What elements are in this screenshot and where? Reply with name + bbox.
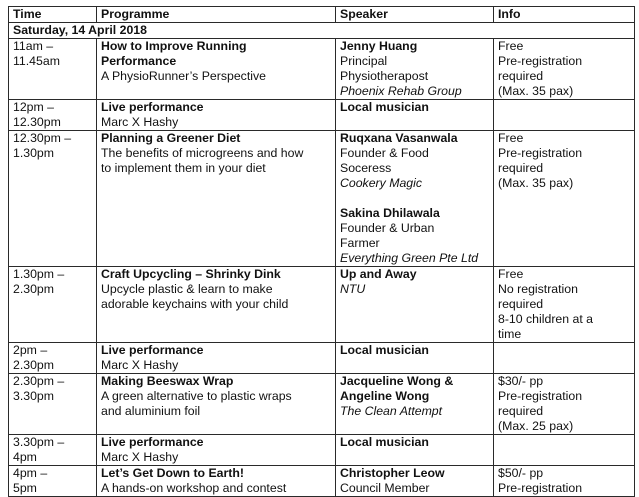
programme-description: Marc X Hashy xyxy=(101,115,179,129)
speaker-cell xyxy=(336,374,494,435)
speaker-spacer xyxy=(340,191,489,206)
info-cell xyxy=(494,267,635,343)
speaker-cell xyxy=(336,343,494,374)
time-line: 11.45am xyxy=(13,54,60,68)
programme-title: Live performance xyxy=(101,100,204,114)
info-line: Pre-registration xyxy=(498,389,583,403)
programme-title: Planning a Greener Diet xyxy=(101,131,241,145)
table-row xyxy=(9,131,635,267)
programme-description: to implement them in your diet xyxy=(101,161,266,175)
info-line: No registration xyxy=(498,282,578,296)
speaker-name: Up and Away xyxy=(340,267,417,281)
table-row xyxy=(9,39,635,100)
programme-cell xyxy=(97,131,336,267)
time-line: 4pm xyxy=(13,450,37,464)
info-line: Pre-registration xyxy=(498,481,583,495)
speaker-cell xyxy=(336,435,494,466)
col-header-time: Time xyxy=(9,7,97,23)
speaker-role: Founder & Food xyxy=(340,146,429,160)
programme-description: A PhysioRunner’s Perspective xyxy=(101,69,266,83)
programme-title: Performance xyxy=(101,54,177,68)
programme-description: Upcycle plastic & learn to make xyxy=(101,282,273,296)
speaker-name: Jenny Huang xyxy=(340,39,418,53)
time-cell xyxy=(9,100,97,131)
speaker-cell xyxy=(336,466,494,497)
info-line: Pre-registration xyxy=(498,146,583,160)
speaker-name: Angeline Wong xyxy=(340,389,430,403)
info-cell xyxy=(494,343,635,374)
speaker-name: Local musician xyxy=(340,100,429,114)
col-header-info: Info xyxy=(494,7,635,23)
table-row xyxy=(9,100,635,131)
time-line: 12.30pm xyxy=(13,115,61,129)
speaker-organisation: Phoenix Rehab Group xyxy=(340,84,462,98)
speaker-name: Ruqxana Vasanwala xyxy=(340,131,458,145)
time-line: 3.30pm – xyxy=(13,435,65,449)
schedule-body xyxy=(9,23,635,497)
table-row xyxy=(9,374,635,435)
programme-cell xyxy=(97,100,336,131)
info-line: Free xyxy=(498,267,524,281)
info-line: Pre-registration xyxy=(498,54,583,68)
programme-description: Marc X Hashy xyxy=(101,450,179,464)
speaker-cell xyxy=(336,131,494,267)
speaker-role: Principal xyxy=(340,54,388,68)
date-label: Saturday, 14 April 2018 xyxy=(9,23,635,39)
info-line: Free xyxy=(498,131,524,145)
programme-description: A hands-on workshop and contest xyxy=(101,481,287,495)
speaker-organisation: NTU xyxy=(340,282,366,296)
programme-cell xyxy=(97,39,336,100)
info-line: $50/- pp xyxy=(498,466,544,480)
speaker-organisation: Cookery Magic xyxy=(340,176,423,190)
programme-title: Making Beeswax Wrap xyxy=(101,374,234,388)
table-row xyxy=(9,435,635,466)
time-line: 12pm – xyxy=(13,100,55,114)
time-cell xyxy=(9,267,97,343)
time-line: 2.30pm – xyxy=(13,374,65,388)
info-cell xyxy=(494,374,635,435)
speaker-role: Physiotherapost xyxy=(340,69,429,83)
time-cell xyxy=(9,435,97,466)
speaker-cell xyxy=(336,100,494,131)
date-row xyxy=(9,23,635,39)
programme-description: and aluminium foil xyxy=(101,404,201,418)
time-line: 12.30pm – xyxy=(13,131,72,145)
speaker-name: Jacqueline Wong & xyxy=(340,374,454,388)
info-line: required xyxy=(498,297,544,311)
programme-cell xyxy=(97,267,336,343)
info-line: required xyxy=(498,69,544,83)
time-line: 11am – xyxy=(13,39,54,53)
speaker-name: Local musician xyxy=(340,343,429,357)
speaker-role: Council Member xyxy=(340,481,430,495)
info-line: (Max. 35 pax) xyxy=(498,176,574,190)
info-line: $30/- pp xyxy=(498,374,544,388)
time-line: 5pm xyxy=(13,481,37,495)
speaker-cell xyxy=(336,267,494,343)
time-cell xyxy=(9,466,97,497)
info-cell xyxy=(494,39,635,100)
speaker-organisation: Everything Green Pte Ltd xyxy=(340,251,479,265)
programme-cell xyxy=(97,435,336,466)
info-cell xyxy=(494,131,635,267)
table-row xyxy=(9,343,635,374)
info-line: time xyxy=(498,327,522,341)
programme-cell xyxy=(97,374,336,435)
col-header-programme: Programme xyxy=(97,7,336,23)
table-row xyxy=(9,466,635,497)
programme-description: A green alternative to plastic wraps xyxy=(101,389,292,403)
programme-title: Live performance xyxy=(101,343,204,357)
col-header-speaker: Speaker xyxy=(336,7,494,23)
speaker-name: Sakina Dhilawala xyxy=(340,206,440,220)
programme-title: Craft Upcycling – Shrinky Dink xyxy=(101,267,281,281)
time-line: 3.30pm xyxy=(13,389,55,403)
table-row xyxy=(9,267,635,343)
speaker-role: Soceress xyxy=(340,161,392,175)
info-cell xyxy=(494,466,635,497)
programme-description: adorable keychains with your child xyxy=(101,297,289,311)
header-row xyxy=(9,7,635,23)
info-line: required xyxy=(498,161,544,175)
programme-cell xyxy=(97,466,336,497)
info-cell xyxy=(494,435,635,466)
time-cell xyxy=(9,343,97,374)
programme-title: Live performance xyxy=(101,435,204,449)
programme-cell xyxy=(97,343,336,374)
programme-description: The benefits of microgreens and how xyxy=(101,146,304,160)
time-line: 2pm – xyxy=(13,343,48,357)
info-line: 8-10 children at a xyxy=(498,312,594,326)
info-line: (Max. 25 pax) xyxy=(498,419,574,433)
time-line: 1.30pm xyxy=(13,146,55,160)
speaker-role: Farmer xyxy=(340,236,380,250)
speaker-organisation: The Clean Attempt xyxy=(340,404,443,418)
info-line: Free xyxy=(498,39,524,53)
time-cell xyxy=(9,374,97,435)
schedule-table xyxy=(8,6,635,497)
info-line: (Max. 35 pax) xyxy=(498,84,574,98)
programme-title: Let’s Get Down to Earth! xyxy=(101,466,245,480)
time-line: 4pm – xyxy=(13,466,48,480)
programme-title: How to Improve Running xyxy=(101,39,247,53)
time-cell xyxy=(9,131,97,267)
info-line: required xyxy=(498,404,544,418)
time-cell xyxy=(9,39,97,100)
speaker-cell xyxy=(336,39,494,100)
speaker-name: Christopher Leow xyxy=(340,466,445,480)
speaker-name: Local musician xyxy=(340,435,429,449)
time-line: 2.30pm xyxy=(13,358,55,372)
programme-description: Marc X Hashy xyxy=(101,358,179,372)
time-line: 1.30pm – xyxy=(13,267,65,281)
info-cell xyxy=(494,100,635,131)
time-line: 2.30pm xyxy=(13,282,55,296)
speaker-role: Founder & Urban xyxy=(340,221,435,235)
